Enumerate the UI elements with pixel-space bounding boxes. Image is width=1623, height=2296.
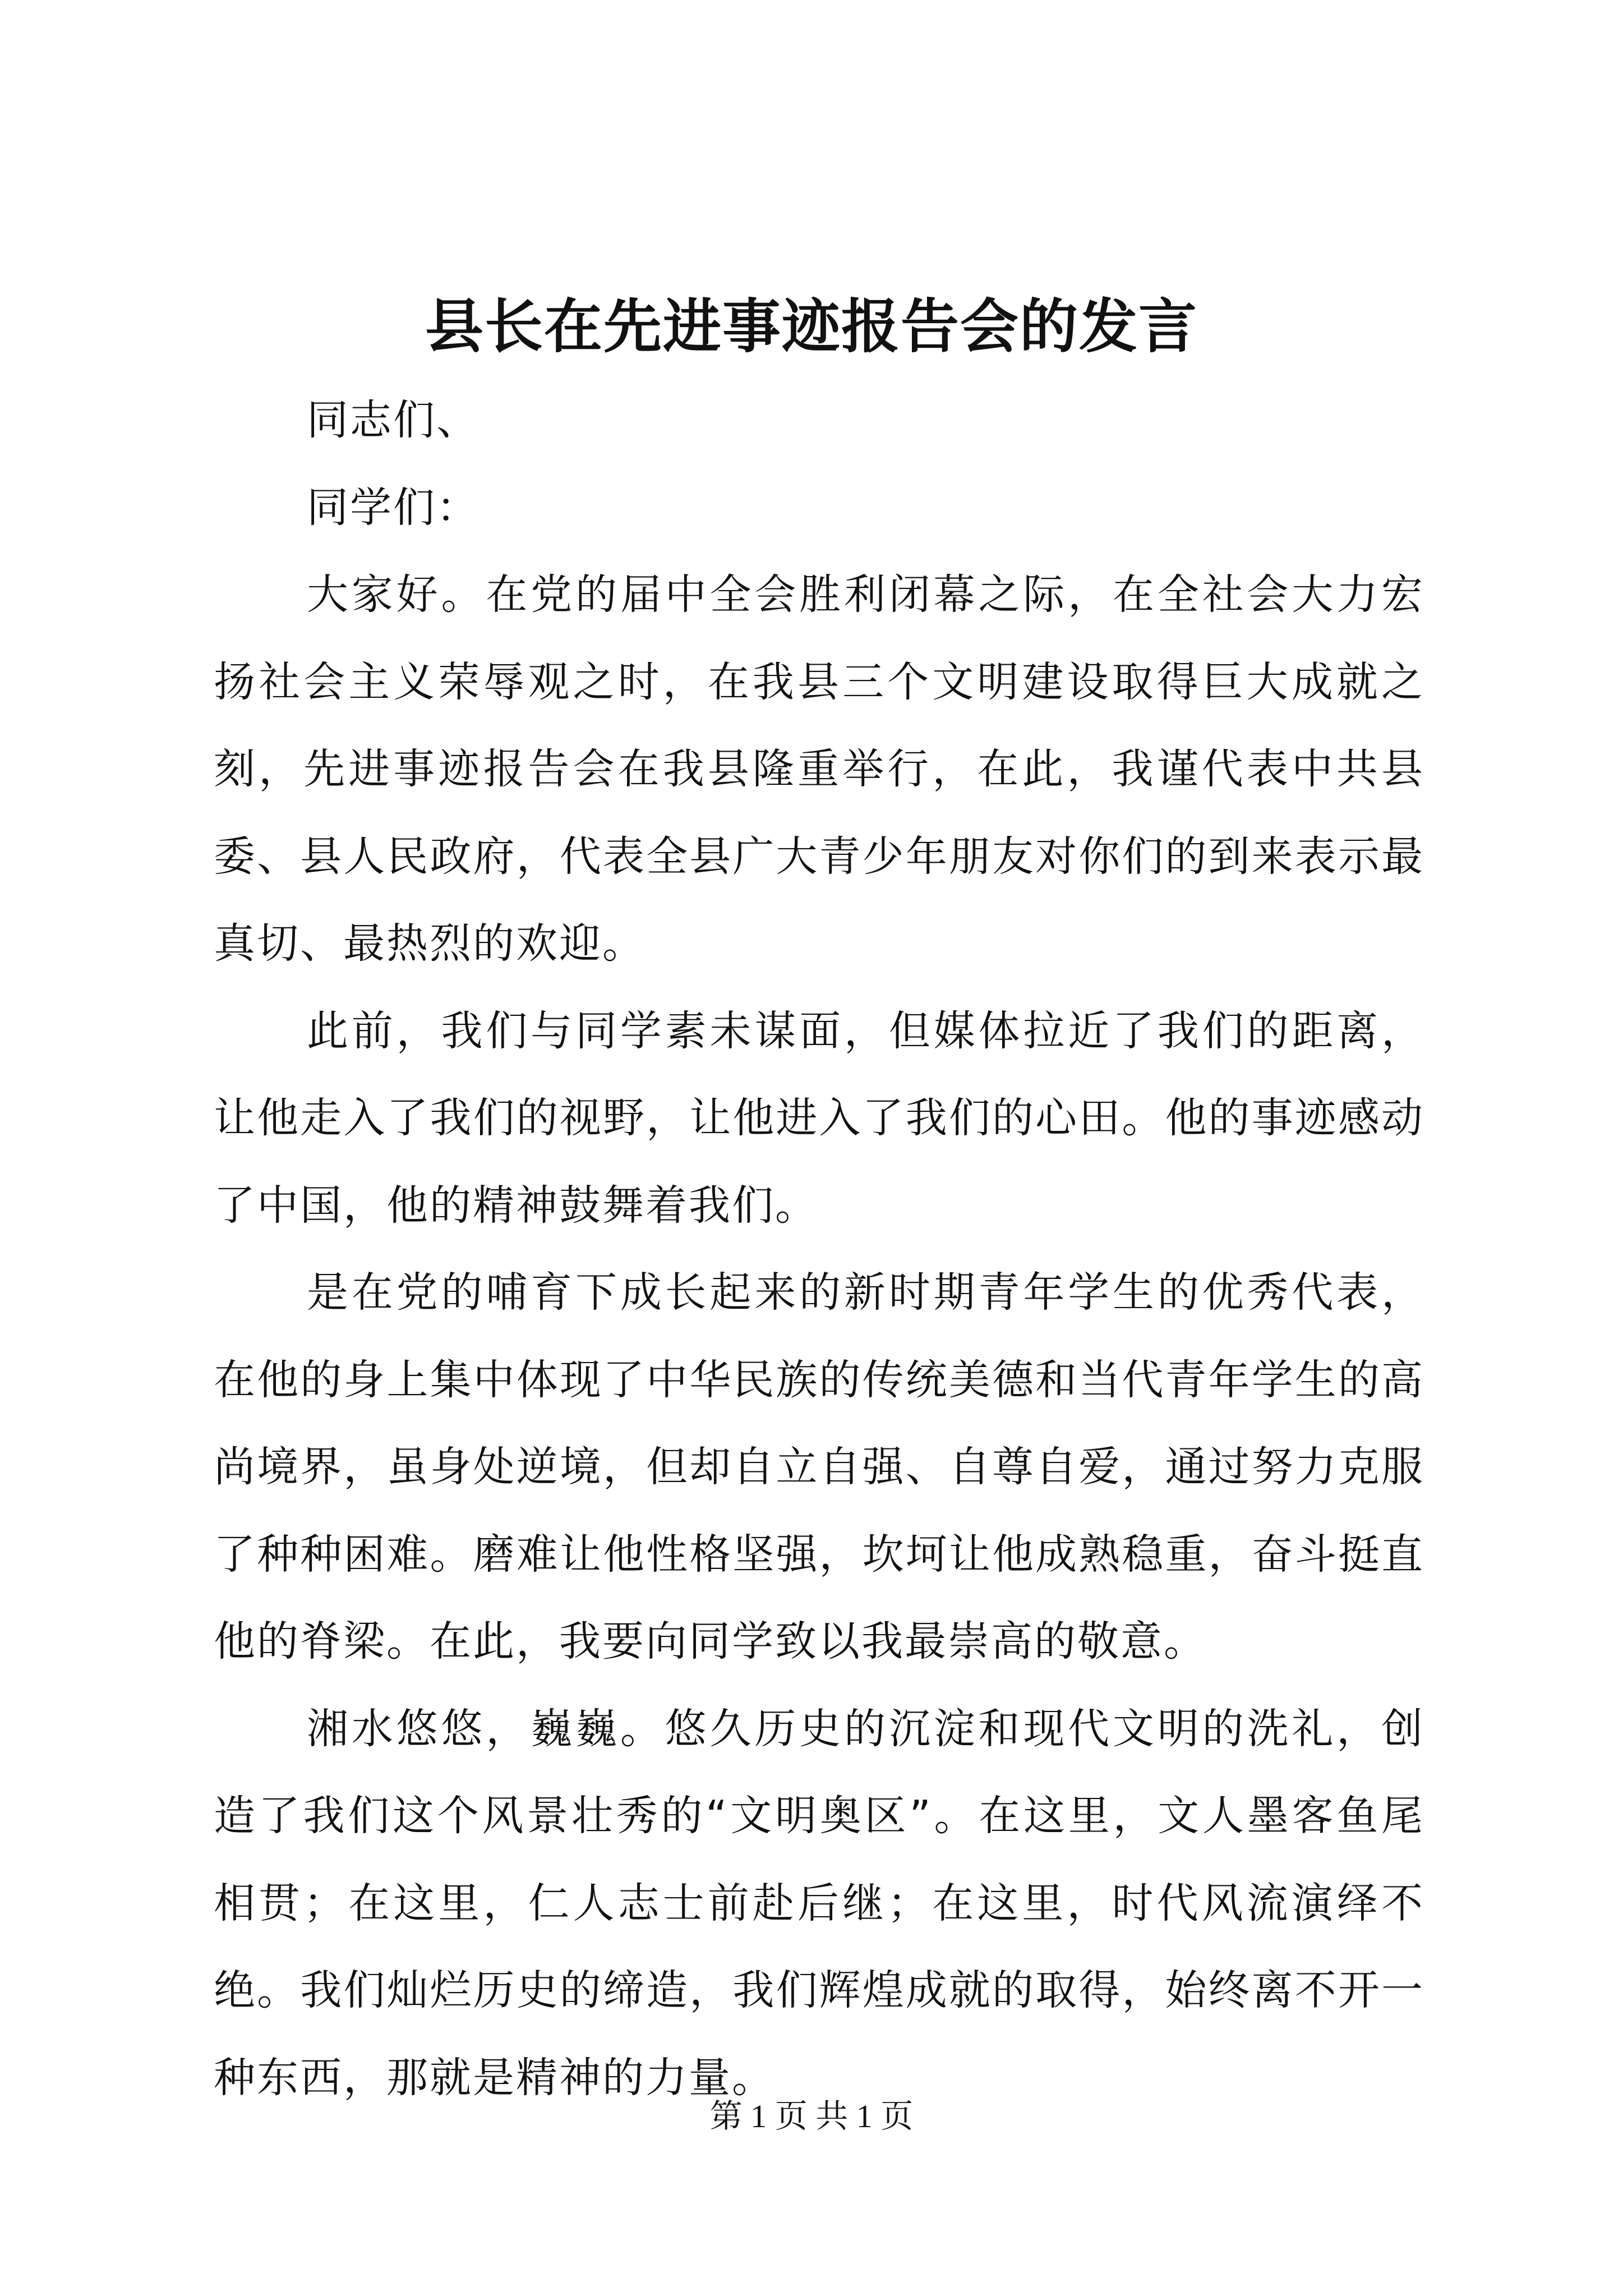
- body-paragraph: 是在党的哺育下成长起来的新时期青年学生的优秀代表，在他的身上集中体现了中华民族的传统美德和当代青年学生的高尚境界，虽身处逆境，但却自立自强、自尊自爱，通过努力克服了种种困难。磨难让他性格坚强，坎坷让他成熟稳重，奋斗挺直他的脊梁。在此，我要向同学致以我最崇高的敬意。: [214, 1268, 1424, 1665]
- body-paragraph: 湘水悠悠，巍巍。悠久历史的沉淀和现代文明的洗礼，创造了我们这个风景壮秀的“文明奥区”。在这里，文人墨客鱼尾相贯；在这里，仁人志士前赴后继；在这里，时代风流演绎不绝。我们灿烂历史的缔造，我们辉煌成就的取得，始终离不开一种东西，那就是精神的力量。: [214, 1704, 1424, 2102]
- page-footer: 第 1 页 共 1 页: [709, 2098, 914, 2134]
- document-body: [214, 377, 1424, 2122]
- salutation-paragraph: 同学们：: [307, 483, 479, 532]
- salutation-paragraph: 同志们、: [307, 396, 479, 444]
- document-title: 县长在先进事迹报告会的发言: [425, 292, 1198, 361]
- body-paragraph: 此前，我们与同学素未谋面，但媒体拉近了我们的距离，让他走入了我们的视野，让他进入了我们的心田。他的事迹感动了中国，他的精神鼓舞着我们。: [214, 1006, 1424, 1230]
- body-paragraph: 大家好。在党的届中全会胜利闭幕之际，在全社会大力宏扬社会主义荣辱观之时，在我县三个文明建设取得巨大成就之刻，先进事迹报告会在我县隆重举行，在此，我谨代表中共县委、县人民政府，代表全县广大青少年朋友对你们的到来表示最真切、最热烈的欢迎。: [214, 570, 1424, 968]
